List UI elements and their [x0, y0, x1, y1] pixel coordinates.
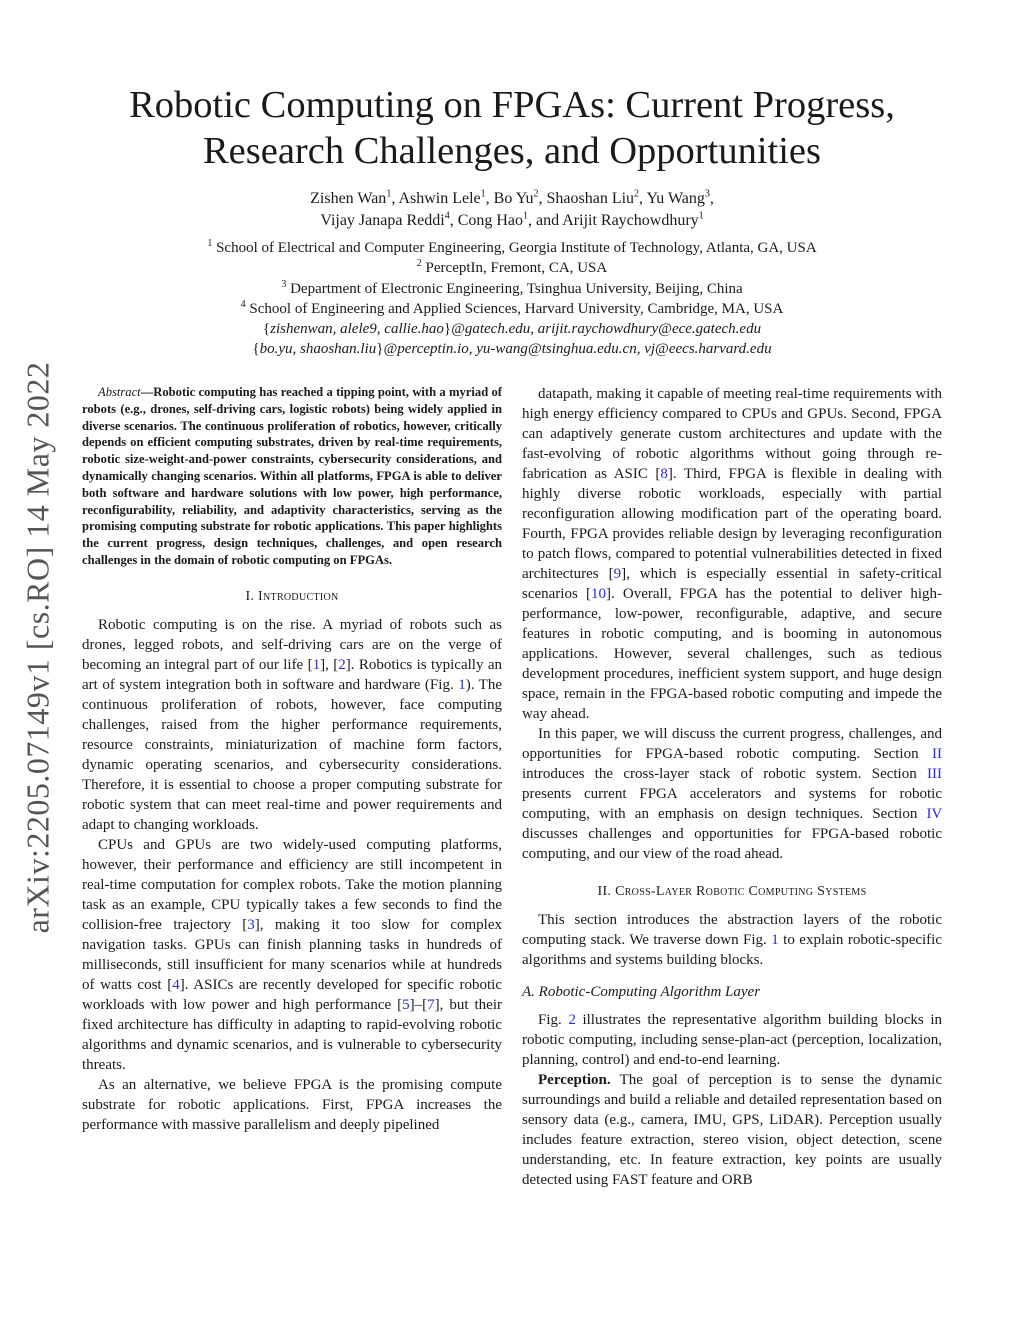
text-run: ], but their fixed architecture has difficulty in adapting to rapid-evolving robotic algorithms and dynamic scenarios, and is vulnerable to cybersecurity threats.	[82, 996, 503, 1073]
citation-link[interactable]: 10	[590, 586, 606, 602]
author-line-1: Zishen Wan$^1$, Ashwin Lele$^1$, Bo Yu$^2$, Shaoshan Liu$^2$, Yu Wang$^3$,	[310, 188, 714, 207]
paragraph	[522, 1070, 942, 1190]
paper-header	[80, 82, 944, 360]
abstract-text: —Robotic computing has reached a tipping point, with a myriad of robots (e.g., drones, self-driving cars, logistic robots) being widely applied in diverse scenarios. The continuous proliferation of robotics, however, critically depends on efficient computing substrates, driven by real-time requirements, robotic size-weight-and-power constraints, cybersecurity considerations, and dynamically changing scenarios. Within all platforms, FPGA is able to deliver both software and hardware solutions with low power, high performance, reconfigurability, reliability, and adaptivity characteristics, serving as the promising computing substrate for robotic applications. This paper highlights the current progress, design techniques, challenges, and open research challenges in the domain of robotic computing on FPGAs.	[82, 385, 502, 567]
affiliation-line	[80, 279, 944, 299]
affiliation-number: 3	[281, 278, 287, 290]
title-line-2: Research Challenges, and Opportunities	[203, 130, 821, 172]
algorithm-layer-body	[522, 1010, 942, 1190]
text-run: Fig.	[538, 1012, 569, 1028]
email-names-2: bo.yu, shaoshan.liu	[259, 341, 377, 358]
text-run: to explain robotic-specific algorithms and systems building blocks.	[522, 932, 942, 968]
citation-link[interactable]: 7	[427, 996, 435, 1013]
citation-link[interactable]: III	[927, 766, 942, 782]
email-names-1: zishenwan, alele9, callie.hao	[270, 321, 444, 338]
text-run: illustrates the representative algorithm building blocks in robotic computing, including sense-plan-act (perception, localization, planning, control) and end-to-end learning.	[522, 1012, 943, 1068]
text-run: ]–[	[409, 996, 428, 1013]
right-column	[522, 384, 942, 1190]
author-name: Zishen Wan	[310, 190, 387, 207]
email-rest-2: @perceptin.io, yu-wang@tsinghua.edu.cn, vj@eecs.harvard.edu	[383, 341, 772, 358]
text-run: Robotic computing is on the rise. A myriad of robots such as drones, legged robots, and self-driving cars are on the verge of becoming an integral part of our life [	[82, 616, 502, 673]
author-name: Shaoshan Liu	[546, 190, 635, 207]
text-run: ). The continuous proliferation of robots, however, face computing challenges, raised from the higher performance requirements, resource constraints, miniaturization of machine form factors, dynamic operating scenarios, and cybersecurity considerations. Therefore, it is essential to choose a proper computing substrate for robotic system that can meet real-time and power requirements and adapt to changing workloads.	[82, 676, 503, 833]
affiliation-mark: 1	[698, 210, 704, 222]
affiliation-text: Department of Electronic Engineering, Tsinghua University, Beijing, China	[290, 280, 743, 297]
text-run: ], making it too slow for complex navigation tasks. GPUs can finish planning tasks in hundreds of milliseconds, still insufficient for many scenarios while at hundreds of watts cost [	[82, 916, 502, 993]
citation-link[interactable]: 5	[402, 996, 410, 1013]
affiliation-mark: 2	[533, 188, 539, 200]
cross-layer-body	[522, 910, 942, 970]
paragraph	[82, 1075, 502, 1135]
text-run: ], which is especially essential in safety-critical scenarios [	[522, 566, 942, 602]
affiliation-mark: 3	[704, 188, 710, 200]
citation-link[interactable]: 1	[771, 932, 779, 948]
citation-link[interactable]: 8	[660, 466, 668, 482]
affiliation-list	[80, 238, 944, 319]
text-run: CPUs and GPUs are two widely-used computing platforms, however, their performance and efficiency are still incompetent in real-time computation for complex robots. Take the motion planning task as an example, CPU typically takes a few seconds to find the collision-free trajectory [	[82, 836, 502, 933]
text-run: ]. ASICs are recently developed for specific robotic workloads with low power and high performance [	[82, 976, 502, 1013]
text-run: In this paper, we will discuss the current progress, challenges, and opportunities for FPGA-based robotic computing. Section	[522, 726, 942, 762]
affiliation-number: 1	[207, 238, 213, 249]
affiliation-number: 4	[240, 298, 246, 310]
paper-title	[80, 82, 944, 174]
section-heading-introduction: I. Introduction	[245, 588, 339, 604]
abstract-label: Abstract	[98, 385, 141, 399]
author-name: Ashwin Lele	[398, 190, 481, 207]
text-run: ]. Third, FPGA is flexible in dealing with highly diverse robotic workloads, especially with partial reconfiguration allowing modification part of the operating board. Fourth, FPGA provides reliable design by leveraging reconfiguration to patch flows, compared to potential vulnerabilities detected in fixed architectures [	[522, 466, 942, 582]
citation-link[interactable]: II	[932, 746, 942, 762]
arxiv-id: arXiv:2205.07149v1 [cs.RO] 14 May 2022	[19, 361, 56, 934]
paragraph	[522, 1010, 942, 1070]
author-name: Yu Wang	[646, 190, 705, 207]
text-run: datapath, making it capable of meeting real-time requirements with high energy efficiency compared to CPUs and GPUs. Second, FPGA can adaptively generate custom architectures and update with the fast-evolving of robotic algorithms without going through re-fabrication as ASIC [	[522, 386, 942, 482]
affiliation-mark: 4	[444, 210, 450, 222]
author-list	[80, 188, 944, 232]
affiliation-mark: 1	[480, 188, 486, 200]
paragraph	[522, 910, 942, 970]
affiliation-number: 2	[416, 258, 422, 270]
affiliation-mark: 2	[634, 188, 640, 200]
text-run: ]. Overall, FPGA has the potential to deliver high-performance, low-power, reconfigurable, adaptive, and secure features in robotic computing, and is booming in autonomous applications. However, several challenges, such as tedious development procedures, inefficient system support, and huge design space, remain in the FPGA-based robotic computing and impede the way ahead.	[522, 586, 942, 722]
author-name: Cong Hao	[457, 212, 524, 229]
text-run: ]. Robotics is typically an art of system integration both in software and hardware (Fig.	[82, 656, 502, 693]
email-line-1: {zishenwan, alele9, callie.hao}@gatech.edu, arijit.raychowdhury@ece.gatech.edu	[262, 321, 762, 338]
subsection-heading-algorithm-layer: A. Robotic-Computing Algorithm Layer	[522, 984, 761, 1000]
abstract	[82, 384, 502, 569]
citation-link[interactable]: 9	[613, 566, 622, 582]
text-run: introduces the cross-layer stack of robotic system. Section	[522, 766, 927, 782]
email-list	[80, 319, 944, 360]
affiliation-line	[80, 299, 944, 319]
affiliation-mark: 1	[386, 188, 392, 200]
citation-link[interactable]: 1	[458, 676, 466, 693]
text-run: The goal of perception is to sense the dynamic surroundings and build a reliable and detailed representation based on sensory data (e.g., camera, IMU, GPS, LiDAR). Perception usually includes feature extraction, stereo vision, object detection, scene understanding, etc. In feature extraction, key points are usually detected using FAST feature and ORB	[522, 1072, 942, 1188]
paragraph	[82, 615, 502, 835]
email-rest-1: @gatech.edu, arijit.raychowdhury@ece.gatech.edu	[451, 321, 762, 338]
citation-link[interactable]: 4	[172, 976, 180, 993]
introduction-body-continued	[522, 384, 942, 864]
affiliation-text: School of Electrical and Computer Engineering, Georgia Institute of Technology, Atlanta, GA, USA	[216, 240, 817, 256]
citation-link[interactable]: 2	[338, 656, 346, 673]
text-run: presents current FPGA accelerators and systems for robotic computing, with an emphasis on design techniques. Section	[522, 786, 942, 822]
text-run: discusses challenges and opportunities for FPGA-based robotic computing, and our view of the road ahead.	[522, 826, 942, 862]
text-run: As an alternative, we believe FPGA is the promising compute substrate for robotic applications. First, FPGA increases the performance with massive parallelism and deeply pipelined	[82, 1076, 502, 1133]
text-run: ], [	[320, 656, 339, 673]
affiliation-line	[80, 258, 944, 278]
title-line-1: Robotic Computing on FPGAs: Current Progress,	[129, 84, 895, 126]
introduction-body	[82, 615, 502, 1135]
section-heading-cross-layer: II. Cross-Layer Robotic Computing Systems	[597, 884, 867, 899]
left-column	[82, 384, 502, 1135]
arxiv-stamp	[8, 335, 68, 960]
paragraph	[522, 384, 942, 724]
author-name: Vijay Janapa Reddi	[320, 212, 445, 229]
paragraph-heading: Perception.	[538, 1072, 611, 1088]
citation-link[interactable]: IV	[926, 806, 942, 822]
author-line-2: Vijay Janapa Reddi$^4$, Cong Hao$^1$, and Arijit Raychowdhury$^1$	[320, 210, 704, 229]
author-name: Bo Yu	[493, 190, 534, 207]
citation-link[interactable]: 2	[568, 1012, 576, 1028]
text-run: This section introduces the abstraction layers of the robotic computing stack. We traverse down Fig.	[522, 912, 942, 948]
affiliation-line	[80, 238, 944, 258]
paragraph	[82, 835, 502, 1075]
paragraph	[522, 724, 942, 864]
affiliation-text: PerceptIn, Fremont, CA, USA	[425, 260, 608, 277]
affiliation-mark: 1	[523, 210, 529, 222]
email-line-2: {bo.yu, shaoshan.liu}@perceptin.io, yu-wang@tsinghua.edu.cn, vj@eecs.harvard.edu	[252, 341, 772, 358]
affiliation-text: School of Engineering and Applied Sciences, Harvard University, Cambridge, MA, USA	[249, 300, 784, 317]
author-name: Arijit Raychowdhury	[562, 212, 699, 229]
citation-link[interactable]: 3	[247, 916, 255, 933]
citation-link[interactable]: 1	[312, 656, 321, 673]
